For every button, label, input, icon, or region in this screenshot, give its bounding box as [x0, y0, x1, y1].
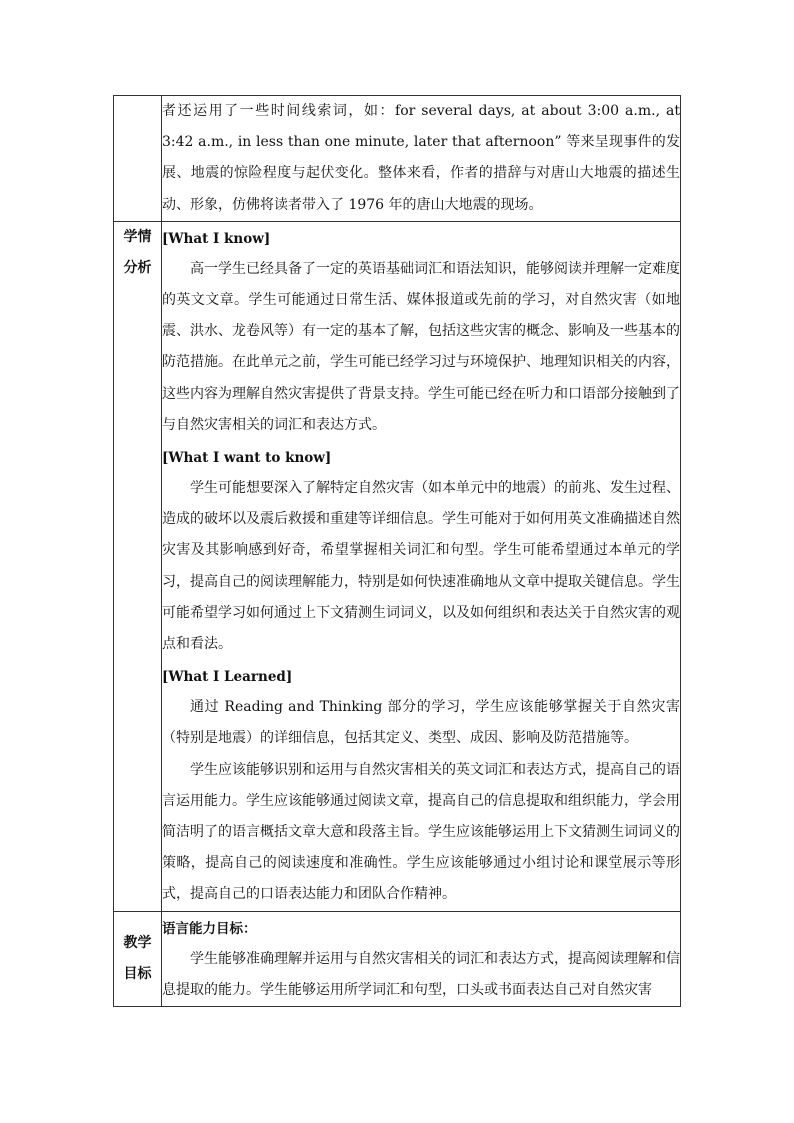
what-i-want-to-know-paragraph: 学生可能想要深入了解特定自然灾害（如本单元中的地震）的前兆、发生过程、造成的破坏以及震后救援和重建等详细信息。学生可能对于如何用英文准确描述自然灾害及其影响感到好奇，希望掌握相关词汇和句型。学生可能希望通过本单元的学习，提高自己的阅读理解能力，特别是如何快速准确地从文章中提取关键信息。学生可能希望学习如何通过上下文猜测生词词义，以及如何组织和表达关于自然灾害的观点和看法。 — [162, 480, 680, 653]
what-i-learned-paragraph-2: 学生应该能够识别和运用与自然灾害相关的英文词汇和表达方式，提高自己的语言运用能力。学生应该能够通过阅读文章，提高自己的信息提取和组织能力，学会用简洁明了的语言概括文章大意和段落主旨。学生应该能够运用上下文猜测生词词义的策略，提高自己的阅读速度和准确性。学生应该能够通过小组讨论和课堂展示等形式，提高自己的口语表达能力和团队合作精神。 — [162, 761, 680, 903]
language-ability-paragraph: 学生能够准确理解并运用与自然灾害相关的词汇和表达方式，提高阅读理解和信息提取的能力。学生能够运用所学词汇和句型，口头或书面表达自己对自然灾害 — [162, 950, 680, 998]
continuation-content-cell — [162, 96, 681, 222]
what-i-learned-heading: [What I Learned] — [162, 669, 293, 686]
what-i-learned-paragraph-1: 通过 Reading and Thinking 部分的学习，学生应该能够掌握关于自然灾害（特别是地震）的详细信息，包括其定义、类型、成因、影响及防范措施等。 — [162, 699, 680, 747]
lesson-plan-table — [113, 95, 681, 1007]
what-i-know-paragraph: 高一学生已经具备了一定的英语基础词汇和语法知识，能够阅读并理解一定难度的英文文章。学生可能通过日常生活、媒体报道或先前的学习，对自然灾害（如地震、洪水、龙卷风等）有一定的基本了解，包括这些灾害的概念、影响及一些基本的防范措施。在此单元之前，学生可能已经学习过与环境保护、地理知识相关的内容，这些内容为理解自然灾害提供了背景支持。学生可能已经在听力和口语部分接触到了与自然灾害相关的词汇和表达方式。 — [162, 260, 680, 433]
objectives-label-line1: 教学 — [123, 934, 152, 951]
what-i-know-heading: [What I know] — [162, 230, 271, 247]
objectives-label-line2: 目标 — [123, 965, 152, 982]
analysis-content-cell — [162, 221, 681, 911]
analysis-label-line1: 学情 — [123, 228, 152, 245]
analysis-row — [114, 221, 681, 911]
analysis-label-line2: 分析 — [123, 259, 152, 276]
objectives-content-cell — [162, 911, 681, 1006]
language-ability-heading: 语言能力目标： — [162, 920, 257, 937]
analysis-label-cell — [114, 221, 162, 911]
continuation-paragraph: 者还运用了一些时间线索词，如：for several days, at about 3:00 a.m., at 3:42 a.m., in less than one minute, later that afternoon” 等来呈现事件的发展、地震的惊险程度与起伏变化。整体来看，作者的措辞与对唐山大地震的描述生动、形象，仿佛将读者带入了 1976 年的唐山大地震的现场。 — [162, 103, 680, 213]
objectives-label-cell — [114, 911, 162, 1006]
objectives-row — [114, 911, 681, 1006]
what-i-want-to-know-heading: [What I want to know] — [162, 450, 332, 467]
continuation-label-cell — [114, 96, 162, 222]
continuation-row — [114, 96, 681, 222]
